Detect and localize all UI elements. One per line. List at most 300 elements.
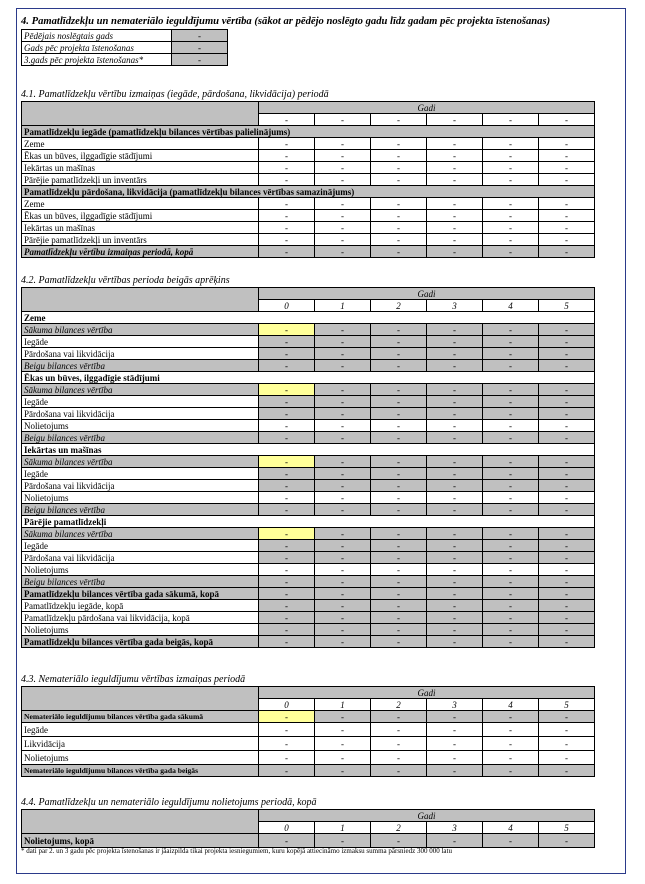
table-row [22,540,595,552]
year-number: 0 [259,300,315,312]
value-cell[interactable]: - [315,246,371,258]
value-cell[interactable]: - [427,540,483,552]
value-cell[interactable]: - [483,528,539,540]
value-cell[interactable]: - [539,246,595,258]
value-cell[interactable]: - [539,480,595,492]
value-cell[interactable]: - [371,348,427,360]
value-cell[interactable]: - [315,420,371,432]
value-cell[interactable]: - [259,150,315,162]
value-cell[interactable]: - [427,588,483,600]
value-cell[interactable]: - [483,765,539,777]
table-row [22,480,595,492]
value-cell[interactable]: - [371,564,427,576]
value-cell[interactable]: - [483,504,539,516]
value-cell[interactable]: - [259,723,315,737]
value-cell[interactable]: - [483,222,539,234]
value-cell[interactable]: - [259,528,315,540]
value-cell[interactable]: - [259,432,315,444]
value-cell[interactable]: - [315,348,371,360]
row-label: Beigu bilances vērtība [22,432,259,444]
row-label: Pārdošana vai likvidācija [22,348,259,360]
value-cell[interactable]: - [371,711,427,723]
value-cell[interactable]: - [427,711,483,723]
value-cell[interactable]: - [539,234,595,246]
value-cell[interactable]: - [259,576,315,588]
section-4-3-title: 4.3. Nemateriālo ieguldījumu vērtības izmaiņas periodā [21,674,246,685]
value-cell[interactable]: - [259,456,315,468]
value-cell[interactable]: - [315,198,371,210]
value-cell[interactable]: - [371,552,427,564]
table-row [22,210,595,222]
value-cell[interactable]: - [315,150,371,162]
value-cell[interactable]: - [539,540,595,552]
year-cell: - [315,114,371,126]
value-cell[interactable]: - [371,246,427,258]
value-cell[interactable]: - [427,564,483,576]
value-cell[interactable]: - [371,528,427,540]
value-cell[interactable]: - [315,408,371,420]
value-cell[interactable]: - [539,552,595,564]
value-cell[interactable]: - [371,468,427,480]
table-row [22,312,595,324]
value-cell[interactable]: - [483,480,539,492]
value-cell[interactable]: - [315,480,371,492]
value-cell[interactable]: - [427,150,483,162]
value-cell[interactable]: - [539,324,595,336]
value-cell[interactable]: - [315,751,371,765]
value-cell[interactable]: - [427,246,483,258]
table-4-2 [21,287,595,648]
group-header: Ēkas un būves, ilggadīgie stādījumi [22,372,595,384]
value-cell[interactable]: - [427,468,483,480]
value-cell[interactable]: - [259,468,315,480]
value-cell[interactable]: - [427,492,483,504]
value-cell[interactable]: - [315,576,371,588]
value-cell[interactable]: - [427,408,483,420]
value-cell[interactable]: - [539,636,595,648]
value-cell[interactable]: - [539,456,595,468]
table-row [22,834,595,848]
value-cell[interactable]: - [483,468,539,480]
value-cell[interactable]: - [483,408,539,420]
value-cell[interactable]: - [371,162,427,174]
value-cell[interactable]: - [427,174,483,186]
value-cell[interactable]: - [259,384,315,396]
table-row [22,564,595,576]
value-cell[interactable]: - [427,222,483,234]
value-cell[interactable]: - [315,636,371,648]
value-cell[interactable]: - [539,222,595,234]
value-cell[interactable]: - [427,420,483,432]
value-cell[interactable]: - [315,222,371,234]
row-label: Sākuma bilances vērtība [22,384,259,396]
row-label: Ēkas un būves, ilggadīgie stādījumi [22,150,259,162]
value-cell[interactable]: - [371,324,427,336]
value-cell[interactable]: - [483,138,539,150]
value-cell[interactable]: - [427,552,483,564]
value-cell[interactable]: - [483,711,539,723]
value-cell[interactable]: - [427,324,483,336]
year-value[interactable]: - [172,54,228,66]
value-cell[interactable]: - [259,624,315,636]
value-cell[interactable]: - [315,711,371,723]
value-cell[interactable]: - [371,384,427,396]
year-number: 3 [427,822,483,834]
value-cell[interactable]: - [427,612,483,624]
table-row [22,420,595,432]
value-cell[interactable]: - [259,336,315,348]
value-cell[interactable]: - [483,540,539,552]
value-cell[interactable]: - [539,408,595,420]
value-cell[interactable]: - [371,174,427,186]
value-cell[interactable]: - [259,324,315,336]
year-number: 2 [371,699,427,711]
value-cell[interactable]: - [539,162,595,174]
value-cell[interactable]: - [371,751,427,765]
value-cell[interactable]: - [371,723,427,737]
value-cell[interactable]: - [259,408,315,420]
value-cell[interactable]: - [427,737,483,751]
value-cell[interactable]: - [371,624,427,636]
table-row [22,360,595,372]
value-cell[interactable]: - [539,765,595,777]
value-cell[interactable]: - [259,162,315,174]
value-cell[interactable]: - [259,234,315,246]
value-cell[interactable]: - [259,751,315,765]
value-cell[interactable]: - [315,324,371,336]
header-blank [22,810,259,834]
value-cell[interactable]: - [371,492,427,504]
header-blank [22,102,259,126]
value-cell[interactable]: - [315,162,371,174]
value-cell[interactable]: - [483,576,539,588]
value-cell[interactable]: - [371,576,427,588]
value-cell[interactable]: - [483,834,539,848]
value-cell[interactable]: - [483,234,539,246]
value-cell[interactable]: - [371,540,427,552]
value-cell[interactable]: - [539,624,595,636]
year-number: 3 [427,699,483,711]
value-cell[interactable]: - [315,174,371,186]
value-cell[interactable]: - [315,468,371,480]
value-cell[interactable]: - [371,432,427,444]
table-row [22,126,595,138]
row-label: Iekārtas un mašīnas [22,222,259,234]
value-cell[interactable]: - [427,456,483,468]
value-cell[interactable]: - [539,737,595,751]
value-cell[interactable]: - [259,492,315,504]
value-cell[interactable]: - [427,624,483,636]
value-cell[interactable]: - [259,834,315,848]
value-cell[interactable]: - [539,576,595,588]
value-cell[interactable]: - [483,600,539,612]
value-cell[interactable]: - [315,396,371,408]
value-cell[interactable]: - [483,384,539,396]
value-cell[interactable]: - [483,162,539,174]
row-label: Likvidācija [22,737,259,751]
value-cell[interactable]: - [371,765,427,777]
value-cell[interactable]: - [539,834,595,848]
value-cell[interactable]: - [259,348,315,360]
value-cell[interactable]: - [315,528,371,540]
value-cell[interactable]: - [315,360,371,372]
value-cell[interactable]: - [315,600,371,612]
value-cell[interactable]: - [315,552,371,564]
value-cell[interactable]: - [315,540,371,552]
value-cell[interactable]: - [427,480,483,492]
years-summary-table [21,29,228,66]
group-header: Pārējie pamatlīdzekļi [22,516,595,528]
value-cell[interactable]: - [427,576,483,588]
value-cell[interactable]: - [315,834,371,848]
value-cell[interactable]: - [427,138,483,150]
value-cell[interactable]: - [427,504,483,516]
value-cell[interactable]: - [259,174,315,186]
value-cell[interactable]: - [483,612,539,624]
value-cell[interactable]: - [371,504,427,516]
table-row [22,174,595,186]
value-cell[interactable]: - [483,210,539,222]
value-cell[interactable]: - [315,624,371,636]
value-cell[interactable]: - [315,384,371,396]
year-number: 5 [539,822,595,834]
table-row [22,723,595,737]
value-cell[interactable]: - [371,408,427,420]
value-cell[interactable]: - [539,210,595,222]
row-label: Iegāde [22,396,259,408]
value-cell[interactable]: - [427,348,483,360]
table-row [22,246,595,258]
value-cell[interactable]: - [259,504,315,516]
value-cell[interactable]: - [371,737,427,751]
value-cell[interactable]: - [427,360,483,372]
value-cell[interactable]: - [371,360,427,372]
value-cell[interactable]: - [371,198,427,210]
table-row [22,396,595,408]
year-number: 1 [315,300,371,312]
value-cell[interactable]: - [259,564,315,576]
value-cell[interactable]: - [315,588,371,600]
row-label: Pārdošana vai likvidācija [22,480,259,492]
year-number: 4 [483,300,539,312]
value-cell[interactable]: - [259,600,315,612]
value-cell[interactable]: - [539,564,595,576]
value-cell[interactable]: - [483,420,539,432]
value-cell[interactable]: - [483,588,539,600]
value-cell[interactable]: - [483,246,539,258]
value-cell[interactable]: - [371,420,427,432]
value-cell[interactable]: - [539,198,595,210]
value-cell[interactable]: - [371,150,427,162]
table-row [22,528,595,540]
value-cell[interactable]: - [371,480,427,492]
value-cell[interactable]: - [371,612,427,624]
value-cell[interactable]: - [315,138,371,150]
value-cell[interactable]: - [483,723,539,737]
row-label: Sākuma bilances vērtība [22,528,259,540]
value-cell[interactable]: - [539,384,595,396]
value-cell[interactable]: - [539,150,595,162]
value-cell[interactable]: - [259,711,315,723]
value-cell[interactable]: - [483,564,539,576]
value-cell[interactable]: - [371,336,427,348]
value-cell[interactable]: - [483,624,539,636]
value-cell[interactable]: - [427,600,483,612]
table-4-3 [21,686,595,777]
value-cell[interactable]: - [371,588,427,600]
value-cell[interactable]: - [539,360,595,372]
table-row [22,162,595,174]
value-cell[interactable]: - [259,612,315,624]
value-cell[interactable]: - [427,336,483,348]
value-cell[interactable]: - [483,432,539,444]
value-cell[interactable]: - [427,528,483,540]
value-cell[interactable]: - [315,456,371,468]
row-label: Pārējie pamatlīdzekļi un inventārs [22,174,259,186]
value-cell[interactable]: - [259,396,315,408]
group-header: Pamatlīdzekļu pārdošana, likvidācija (pamatlīdzekļu bilances vērtības samazinājums) [22,186,595,198]
value-cell[interactable]: - [539,612,595,624]
value-cell[interactable]: - [483,360,539,372]
value-cell[interactable]: - [539,174,595,186]
value-cell[interactable]: - [483,456,539,468]
value-cell[interactable]: - [483,737,539,751]
value-cell[interactable]: - [371,636,427,648]
value-cell[interactable]: - [483,336,539,348]
value-cell[interactable]: - [427,396,483,408]
value-cell[interactable]: - [539,600,595,612]
table-row [22,150,595,162]
section-4-2-title: 4.2. Pamatlīdzekļu vērtības perioda beigās aprēķins [21,275,230,286]
row-label: Zeme [22,198,259,210]
year-label: 3.gads pēc projekta īstenošanas* [22,54,172,66]
table-row [22,588,595,600]
table-row [22,324,595,336]
value-cell[interactable]: - [371,138,427,150]
value-cell[interactable]: - [259,636,315,648]
table-row [22,751,595,765]
value-cell[interactable]: - [371,600,427,612]
value-cell[interactable]: - [259,210,315,222]
value-cell[interactable]: - [259,480,315,492]
value-cell[interactable]: - [427,162,483,174]
value-cell[interactable]: - [427,234,483,246]
value-cell[interactable]: - [315,612,371,624]
value-cell[interactable]: - [539,138,595,150]
value-cell[interactable]: - [483,396,539,408]
value-cell[interactable]: - [427,198,483,210]
table-row [22,492,595,504]
table-row [22,372,595,384]
value-cell[interactable]: - [427,834,483,848]
value-cell[interactable]: - [371,396,427,408]
value-cell[interactable]: - [427,751,483,765]
value-cell[interactable]: - [427,723,483,737]
value-cell[interactable]: - [427,384,483,396]
value-cell[interactable]: - [371,210,427,222]
value-cell[interactable]: - [259,737,315,751]
value-cell[interactable]: - [483,324,539,336]
year-label: Gads pēc projekta īstenošanas [22,42,172,54]
value-cell[interactable]: - [315,504,371,516]
value-cell[interactable]: - [483,174,539,186]
value-cell[interactable]: - [427,210,483,222]
value-cell[interactable]: - [539,492,595,504]
value-cell[interactable]: - [539,504,595,516]
value-cell[interactable]: - [483,552,539,564]
row-label: Nemateriālo ieguldījumu bilances vērtība gada beigās [22,765,259,777]
value-cell[interactable]: - [539,723,595,737]
value-cell[interactable]: - [315,765,371,777]
value-cell[interactable]: - [315,492,371,504]
value-cell[interactable]: - [315,210,371,222]
value-cell[interactable]: - [539,588,595,600]
value-cell[interactable]: - [259,420,315,432]
table-row [22,42,228,54]
value-cell[interactable]: - [315,234,371,246]
value-cell[interactable]: - [539,336,595,348]
value-cell[interactable]: - [259,198,315,210]
table-row [22,468,595,480]
value-cell[interactable]: - [371,456,427,468]
value-cell[interactable]: - [315,432,371,444]
value-cell[interactable]: - [427,765,483,777]
row-label: Iekārtas un mašīnas [22,162,259,174]
row-label: Iegāde [22,540,259,552]
value-cell[interactable]: - [259,552,315,564]
value-cell[interactable]: - [259,540,315,552]
value-cell[interactable]: - [371,834,427,848]
row-label: Ēkas un būves, ilggadīgie stādījumi [22,210,259,222]
value-cell[interactable]: - [315,336,371,348]
value-cell[interactable]: - [427,432,483,444]
value-cell[interactable]: - [483,150,539,162]
group-header: Zeme [22,312,595,324]
table-row [22,687,595,699]
value-cell[interactable]: - [539,396,595,408]
value-cell[interactable]: - [315,723,371,737]
value-cell[interactable]: - [371,222,427,234]
value-cell[interactable]: - [315,564,371,576]
value-cell[interactable]: - [259,246,315,258]
value-cell[interactable]: - [483,198,539,210]
year-value[interactable]: - [172,30,228,42]
value-cell[interactable]: - [483,348,539,360]
value-cell[interactable]: - [483,636,539,648]
year-number: 1 [315,699,371,711]
table-row [22,288,595,300]
value-cell[interactable]: - [259,360,315,372]
value-cell[interactable]: - [483,492,539,504]
value-cell[interactable]: - [259,222,315,234]
value-cell[interactable]: - [427,636,483,648]
value-cell[interactable]: - [259,765,315,777]
value-cell[interactable]: - [483,751,539,765]
value-cell[interactable]: - [539,468,595,480]
value-cell[interactable]: - [539,751,595,765]
value-cell[interactable]: - [259,138,315,150]
value-cell[interactable]: - [539,420,595,432]
value-cell[interactable]: - [539,711,595,723]
value-cell[interactable]: - [259,588,315,600]
value-cell[interactable]: - [539,528,595,540]
value-cell[interactable]: - [315,737,371,751]
year-value[interactable]: - [172,42,228,54]
value-cell[interactable]: - [539,348,595,360]
year-number: 5 [539,699,595,711]
value-cell[interactable]: - [371,234,427,246]
value-cell[interactable]: - [539,432,595,444]
